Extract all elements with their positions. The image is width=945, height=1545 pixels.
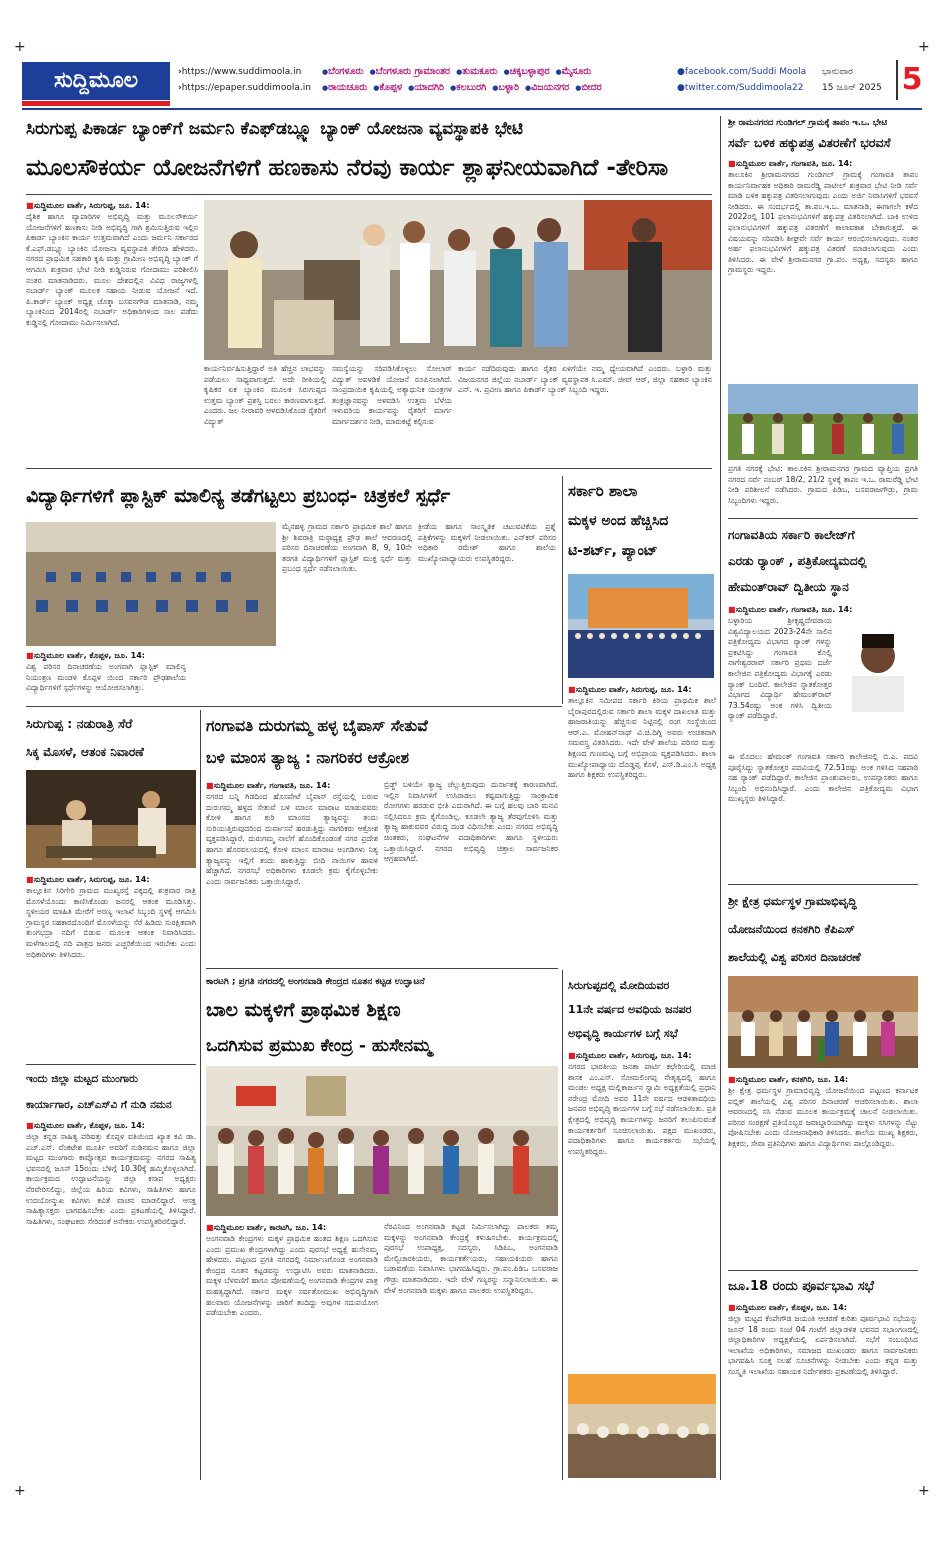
anganwadi-body-right: ನೆರವಿನಿಂದ ಅಂಗನವಾಡಿ ಕಟ್ಟಡ ನಿರ್ಮಿಸಲಾಗಿದ್ದು ಪಾಲಕರು ತಮ್ಮ ಮಕ್ಕಳನ್ನು ಅಂಗನವಾಡಿ ಕೇಂದ್ರಕ್ಕೆ ಕಳುಹಿಸಬೇಕು. ಕಾರ್ಯಕ್ರಮದಲ್ಲಿ ಪುರಸಭೆ ಉಪಾಧ್ಯಕ್ಷ, ಸದಸ್ಯರು, ಸಿಡಿಪಿಒ, ಅಂಗನವಾಡಿ ಮೇಲ್ವಿಚಾರಕಿಯರು, ಕಾರ್ಯಕರ್ತೆಯರು, ಸಹಾಯಕಿಯರು ಹಾಗೂ ಬಡಾವಣೆಯ ನಿವಾಸಿಗಳು ಭಾಗವಹಿಸಿದ್ದರು. ಗ್ರಾ.ಪಂ.ಪಿಡಿಒ ಬಸವರಾಜ ಗೌಡ್ರು ಮಾತನಾಡಿದರು. ಇದೇ ವೇಳೆ ಗಣ್ಯರನ್ನು ಸನ್ಮಾನಿಸಲಾಯಿತು. ಈ ವೇಳೆ ಅಂಗನವಾಡಿ ಮಕ್ಕಳು ಹಾಗೂ ಪಾಲಕರು ಉಪಸ್ಥಿತರಿದ್ದರು. [384, 1222, 558, 1295]
city-edition-item: ● ಕಲಬುರಗಿ [450, 82, 486, 93]
city-edition-item: ● ಬೆಂಗಳೂರು ಗ್ರಾಮಾಂತರ [370, 66, 450, 77]
twitter-link[interactable]: ● twitter.com/Suddimoola22 [677, 80, 806, 96]
anganwadi-group-photo [206, 1066, 558, 1216]
college-body-bottom: ಈ ಮೊದಲು ಹೇಮಂತ್ ಗಂಗಾವತಿ ಸರ್ಕಾರಿ ಕಾಲೇಜಿನಲ್ಲಿ ಬಿ.ಎ. ಪದವಿ ಪೂರೈಸಿದ್ದು ಸ್ನಾತಕೋತ್ತರ ಪದವಿಯಲ್ಲಿ 72.51ರಷ್ಟು ಅಂಕ ಗಳಿಸಿದ ಸಹಪಾಠಿ ಸಹ ರ್‍ಯಾಂಕ್ ಪಡೆದಿದ್ದಾರೆ. ಕಾಲೇಜಿನ ಪ್ರಾಂಶುಪಾಲರು, ಉಪನ್ಯಾಸಕರು ಹಾಗೂ ಸಿಬ್ಬಂದಿ ಅಭಿನಂದಿಸಿದ್ದಾರೆ. ಎಂದು ಕಾಲೇಜಿನ ಪತ್ರಿಕೋದ್ಯಮ ವಿಭಾಗ ಮುಖ್ಯಸ್ಥರು ತಿಳಿಸಿದ್ದಾರೆ. [728, 752, 918, 804]
epaper-link[interactable]: › https://epaper.suddimoola.in [178, 80, 311, 96]
city-edition-item: ● ಕೊಪ್ಪಳ [373, 82, 402, 93]
city-edition-item: ● ಯಾದಗಿರಿ [408, 82, 444, 93]
meeting-headline-l2: 11ನೇ ವರ್ಷದ ಅವಧಿಯ ಜನಪರ [568, 1003, 692, 1016]
masthead-rule [22, 108, 922, 110]
dharmasthala-photo [728, 976, 918, 1068]
dharmasthala-body: ಶ್ರೀ ಕ್ಷೇತ್ರ ಧರ್ಮಸ್ಥಳ ಗ್ರಾಮಾಭಿವೃದ್ಧಿ ಯೋಜನೆಯಿಂದ ಪಟ್ಟಣದ ಕರ್ನಾಟಕ ಪಬ್ಲಿಕ್ ಶಾಲೆಯಲ್ಲಿ ವಿಶ್ವ ಪರಿಸರ ದಿನಾಚರಣೆ ಆಚರಿಸಲಾಯಿತು. ಶಾಲಾ ಆವರಣದಲ್ಲಿ ಸಸಿ ನೆಡುವ ಮೂಲಕ ಕಾರ್ಯಕ್ರಮಕ್ಕೆ ಚಾಲನೆ ನೀಡಲಾಯಿತು. ಪರಿಸರ ಸಂರಕ್ಷಣೆ ಪ್ರತಿಯೊಬ್ಬರ ಜವಾಬ್ದಾರಿಯಾಗಿದ್ದು ಮಕ್ಕಳು ಸಸಿಗಳನ್ನು ನೆಟ್ಟು ಪೋಷಿಸಬೇಕು ಎಂದು ಯೋಜನಾಧಿಕಾರಿ ತಿಳಿಸಿದರು. ಶಾಲೆಯ ಮುಖ್ಯ ಶಿಕ್ಷಕರು, ಶಿಕ್ಷಕರು, ಸೇವಾ ಪ್ರತಿನಿಧಿಗಳು ಹಾಗೂ ವಿದ್ಯಾರ್ಥಿಗಳು ಪಾಲ್ಗೊಂಡಿದ್ದರು. [728, 1086, 918, 1148]
essay-story-byline: ■ ಸುದ್ದಿಮೂಲ ವಾರ್ತೆ, ಕೊಪ್ಪಳ, ಜೂ. 14: [26, 650, 186, 661]
tshirt-story-byline: ■ ಸುದ್ದಿಮೂಲ ವಾರ್ತೆ, ಸಿರುಗುಪ್ಪ, ಜೂ. 14: [568, 684, 716, 695]
bank-visit-photo [204, 200, 712, 360]
meeting-body: ನಗರದ ಭಾರತೀಯ ಜನತಾ ಪಾರ್ಟಿ ಕಛೇರಿಯಲ್ಲಿ ಮಾಜಿ ಶಾಸಕ ಎಂ.ಎಸ್. ಸೋಮಲಿಂಗಪ್ಪ ನೇತೃತ್ವದಲ್ಲಿ ಹಾಗೂ ಮಂಡಲ ಅಧ್ಯಕ್ಷ ಮಲ್ಲಿಕಾರ್ಜುನ ಸ್ವಾಮಿ ಅಧ್ಯಕ್ಷತೆಯಲ್ಲಿ ಪ್ರಧಾನಿ ನರೇಂದ್ರ ಮೋದಿ ಅವರ 11ನೇ ವರ್ಷದ ಆಡಳಿತಾವಧಿಯ ಜನಪರ ಅಭಿವೃದ್ಧಿ ಕಾರ್ಯಗಳ ಬಗ್ಗೆ ಸಭೆ ನಡೆಸಲಾಯಿತು. ಪ್ರತಿ ಕ್ಷೇತ್ರದಲ್ಲಿ ಅಭಿವೃದ್ಧಿ ಕಾರ್ಯಗಳನ್ನು ಜನರಿಗೆ ತಲುಪಿಸುವಂತೆ ಕಾರ್ಯಕರ್ತರಿಗೆ ಸೂಚಿಸಲಾಯಿತು. ಪಕ್ಷದ ಮುಖಂಡರು, ಪದಾಧಿಕಾರಿಗಳು ಹಾಗೂ ಕಾರ್ಯಕರ್ತರು ಸಭೆಯಲ್ಲಿ ಉಪಸ್ಥಿತರಿದ್ದರು. [568, 1062, 716, 1156]
district-story-body: ಜಿಲ್ಲಾ ಕನ್ನಡ ಸಾಹಿತ್ಯ ಪರಿಷತ್ತು ಕೊಪ್ಪಳ ವತಿಯಿಂದ ಖ್ಯಾತ ಕವಿ ಡಾ. ಎಚ್.ಎಸ್. ವೆಂಕಟೇಶ ಮೂರ್ತಿ ಅವರಿಗೆ ನುಡಿನಮನ ಹಾಗೂ ಜಿಲ್ಲಾ ಮಟ್ಟದ ಮುಂಗಾರು ಕಾವ್ಯೋತ್ಸವ ಕಾರ್ಯಕ್ರಮವನ್ನು ನಗರದ ಸಾಹಿತ್ಯ ಭವನದಲ್ಲಿ ಜೂನ್ 15ರಂದು ಬೆಳಿಗ್ಗೆ 10.30ಕ್ಕೆ ಹಮ್ಮಿಕೊಳ್ಳಲಾಗಿದೆ. ಕಾರ್ಯಕ್ರಮದ ಉದ್ಘಾಟನೆಯನ್ನು ಜಿಲ್ಲಾ ಕಸಾಪ ಅಧ್ಯಕ್ಷರು ನೆರವೇರಿಸಲಿದ್ದು, ಜಿಲ್ಲೆಯ ಹಿರಿಯ ಕವಿಗಳು, ಸಾಹಿತಿಗಳು ಹಾಗೂ ಉದಯೋನ್ಮುಖ ಕವಿಗಳು ಕವಿತೆ ವಾಚನ ಮಾಡಲಿದ್ದಾರೆ. ಆಸಕ್ತ ಸಾಹಿತ್ಯಾಸಕ್ತರು ಭಾಗವಹಿಸಬೇಕು ಎಂದು ಪ್ರಕಟಣೆಯಲ್ಲಿ ತಿಳಿಸಿದ್ದಾರೆ. ಸಾಹಿತಿಗಳು, ಸಂಘಟಕರು ಸೇರಿದಂತೆ ಅನೇಕರು ಉಪಸ್ಥಿತರಿರಲಿದ್ದಾರೆ. [26, 1132, 196, 1226]
city-editions-row-1 [322, 64, 682, 80]
essay-story-photo [26, 522, 276, 646]
masthead [22, 62, 922, 110]
meeting-headline-l1: ಸಿರುಗುಪ್ಪದಲ್ಲಿ ಮೋದಿಯವರ [568, 979, 670, 992]
bypass-story-byline: ■ ಸುದ್ದಿಮೂಲ ವಾರ್ತೆ, ಗಂಗಾವತಿ, ಜೂ. 14: [206, 780, 378, 791]
meeting-byline: ■ ಸುದ್ದಿಮೂಲ ವಾರ್ತೆ, ಸಿರುಗುಪ್ಪ, ಜೂ. 14: [568, 1050, 716, 1061]
issue-date [822, 64, 882, 96]
logo-underline [22, 101, 170, 106]
dharmasthala-headline-l1: ಶ್ರೀ ಕ್ಷೇತ್ರ ಧರ್ಮಸ್ಥಳ ಗ್ರಾಮಾಭಿವೃದ್ಧಿ [728, 894, 857, 908]
dharmasthala-byline: ■ ಸುದ್ದಿಮೂಲ ವಾರ್ತೆ, ಕನಕಗಿರಿ, ಜೂ. 14: [728, 1074, 918, 1085]
school-children-photo [568, 574, 714, 678]
anganwadi-headline-l2: ಒದಗಿಸುವ ಪ್ರಮುಖ ಕೇಂದ್ರ - ಹುಸೇನಮ್ಮ [206, 1036, 432, 1056]
main-story-byline: ■ ಸುದ್ದಿಮೂಲ ವಾರ್ತೆ, ಸಿರುಗುಪ್ಪ, ಜೂ. 14: [26, 200, 198, 211]
night-rescue-photo [26, 770, 196, 868]
masthead-urls [178, 64, 311, 96]
survey-headline: ಸರ್ವೆ ಬಳಿಕ ಹಕ್ಕುಪತ್ರ ವಿತರಣೆಗೆ ಭರವಸೆ [728, 135, 891, 150]
main-story-col4: ಕಾರ್ಯ ನಡೆದಿರುವುದು ಹಾಗೂ ರೈತರ ಏಳಿಗೆಯೇ ನಮ್ಮ ಧ್ಯೇಯವಾಗಿದೆ ಎಂದರು. ಬಳ್ಳಾರಿ ಮತ್ತು ವಿಜಯನಗರ ಜಿಲ್ಲೆಯ ನಬಾರ್ಡ್ ಬ್ಯಾಂಕ್ ವ್ಯವಸ್ಥಾಪಕ ಸಿ.ಎಮ್. ಜೀವ್ ಆರ್, ಜಿಲ್ಲಾ ಸಹಕಾರ ಬ್ಯಾಂಕಿನ ಎನ್. ಇ. ಪ್ರವೀಣ ಹಾಗೂ ಪಿಕಾರ್ಡ್ ಬ್ಯಾಂಕ್ ಸಿಬ್ಬಂದಿ ಇದ್ದರು. [458, 364, 712, 395]
dharmasthala-prep-rule [728, 1270, 918, 1271]
meeting-photo [568, 1374, 716, 1478]
city-editions [322, 64, 682, 96]
college-headline-l2: ಎರಡು ರ್‍ಯಾಂಕ್ , ಪತ್ರಿಕೋದ್ಯಮದಲ್ಲಿ [728, 554, 867, 568]
anganwadi-photo [206, 1066, 558, 1216]
main-story-col2: ಕಾರ್ಯನಿರ್ವಹಿಸುತ್ತಿದ್ದಾರೆ ಅತಿ ಹೆಚ್ಚಿನ ಲಾಭವನ್ನು ಪಡೆಯಲು ಸಾಧ್ಯವಾಗುತ್ತದೆ. ಅದೇ ರೀತಿಯಲ್ಲಿ ಕೃಷಿಕರ ಏಕ ಬ್ಯಾಂಕಿನ ಮೂಲಕ ಸಿರುಗುಪ್ಪದ ಉತ್ತಮ ಬ್ಯಾಂಕ್ ಪ್ರಶಸ್ತಿ ಬರಲು ಕಾರಣವಾಗುತ್ತದೆ. ಎಂದರು. ಜಲ ನೀರಾವರಿ ಆಳವಡಿಸಿಕೊಂಡ ರೈತರಿಗೆ ವಿದ್ಯುತ್ [204, 364, 326, 426]
survey-caption: ಪ್ರಗತಿ ನಗರಕ್ಕೆ ಭೇಟಿ: ತಾಲೂಕಿನ ಶ್ರೀರಾಮನಗರ ಗ್ರಾಮದ ವ್ಯಾಪ್ತಿಯ ಪ್ರಗತಿ ನಗರದ ಸರ್ವೆ ನಂಬರ್ 18/2, 21/2 ಸ್ಥಳಕ್ಕೆ ತಾಪಂ ಇ.ಒ. ರಾಮರೆಡ್ಡಿ ಭೇಟಿ ನೀಡಿ ಪರಿಶೀಲನೆ ನಡೆಸಿದರು. ಗ್ರಾಮದ ಪಿಡಿಒ, ಬಸವರಾಜಗೌಡ್ರು, ಗ್ರಾಮ ಸಿಬ್ಬಂದಿಗಳು ಇದ್ದರು. [728, 464, 918, 505]
night-story-headline-l1: ಸಿರುಗುಪ್ಪ : ನಡುರಾತ್ರಿ ಸೆರೆ [26, 716, 133, 731]
social-links [677, 64, 806, 96]
site-inspection-photo [728, 384, 918, 460]
survey-college-rule [728, 518, 918, 519]
college-headline-l3: ಹೇಮಂತ್‌ರಾವ್ ದ್ವಿತೀಯ ಸ್ಥಾನ [728, 580, 849, 594]
night-story-headline-l2: ಸಿಕ್ಕ ಮೊಸಳೆ, ಆತಂಕ ನಿವಾರಣೆ [26, 745, 144, 759]
main-story-body-left: ದೈಶಿಕ ಹಾಗೂ ವ್ಯಾಪಾರಿಗಳ ಅಭಿವೃದ್ಧಿ ಮತ್ತು ಮೂಲಸೌಕರ್ಯ ಯೋಜನೆಗಳಿಗೆ ಹಣಕಾಸು ನೀಡಿ ಅಭಿವೃದ್ಧಿ ಗಾಗಿ ಶ್ರಮಿಸುತ್ತಿರುವ ಇಲ್ಲಿನ ಪಿಕಾರ್ಡ ಬ್ಯಾಂಕಿನ ಕಾರ್ಯ ಉತ್ತಮವಾಗಿದೆ ಎಂದು ಜರ್ಮನಿ ಸರ್ಕಾರದ ಕೆ.ಎಫ್.ಡಬ್ಲ್ಯೂ ಬ್ಯಾಂಕಿನ ಯೋಜನಾ ವ್ಯವಸ್ಥಾಪಕಿ ತೇರಿಸಾ ಹೇಳಿದರು. ನಗರದ ಪ್ರಾಥಮಿಕ ಸಹಕಾರಿ ಕೃಷಿ ಮತ್ತು ಗ್ರಾಮೀಣ ಅಭಿವೃದ್ಧಿ ಬ್ಯಾಂಕ್ ಗೆ ಆಗಮಿಸಿ ಶುಕ್ರವಾರ ಭೇಟಿ ನೀಡಿ ಕುಡ್ಡಿನಿರುವ ಗೋದಾಮು ಪರಿಶೀಲಿಸಿ ನಂತರ ಮಾತನಾಡಿದರು. ಮೂಲ ದೇಶದಲ್ಲಿನ ವಿವಿಧ ರಾಜ್ಯಗಳಲ್ಲಿ ನಬಾರ್ಡ್ ಬ್ಯಾಂಕ್ ಮೂಲಕ ಸಹಾಯ ನೀಡುವ ಯೋಜನೆ ಇದೆ. ಪಿ.ಕಾರ್ಡ್ ಬ್ಯಾಂಕ್ ಅಧ್ಯಕ್ಷ ಚೊಕ್ಕಾ ಬಸವನಗೌಡ ಮಾತನಾಡಿ, ನಮ್ಮ ಬ್ಯಾಂಕಿನಿಂದ 2014ರಲ್ಲಿ ನಬಾರ್ಡ್ ಅಧಿಕಾರಿಗಳಿಂದ ಸಾಲ ಪಡೆದು ಕುಡ್ಡಿನಲ್ಲಿ ಗೋದಾಮು ನಿರ್ಮಿಸಲಾಗಿದೆ. [26, 212, 198, 327]
college-student-photo [838, 624, 918, 712]
survey-body: ತಾಲೂಕಿನ ಶ್ರೀರಾಮನಗರದ ಗುಂಡಿಗಲ್ ಗ್ರಾಮಕ್ಕೆ ಗಂಗಾವತಿ ತಾಪಂ ಕಾರ್ಯನಿರ್ವಾಹಕ ಅಧಿಕಾರಿ ರಾಮರೆಡ್ಡಿ ಪಾಟೀಲ್ ಶುಕ್ರವಾರ ಭೇಟಿ ನೀಡಿ ಸರ್ವೆ ಮಾಡಿ ಬಳಿಕ ಹಕ್ಕುಪತ್ರ ವಿತರಿಸಲಾಗುವುದು ಎಂದು ಅರ್ಜಿ ನಿವಾಸಿಗಳಿಗೆ ಭರವಸೆ ನೀಡಿದರು. ಈ ಸಂದರ್ಭದಲ್ಲಿ ತಾ.ಪಂ.ಇ.ಒ. ಮಾತನಾಡಿ, ಈಗಾಗಲೇ ಕಳೆದ 2022ರಲ್ಲಿ 101 ಫಲಾನುಭವಿಗಳಿಗೆ ಹಕ್ಕುಪತ್ರ ವಿತರಿಸಲಾಗಿದೆ. ಬಾಕಿ ಉಳಿದ ಫಲಾನುಭವಿಗಳಿಗೆ ಹಕ್ಕುಪತ್ರ ವಿತರಣೆಗೆ ಕಾಲಾವಕಾಶ ಬೇಕಾಗುತ್ತದೆ. ಈ ವಿಷಯವನ್ನು ಸರಿಪಡಿಸಿ ಶೀಘ್ರವೇ ಸರ್ವೆ ಕಾರ್ಯ ಆರಂಭಿಸಲಾಗುವುದು. ನಂತರ ಅರ್ಹ ಫಲಾನುಭವಿಗಳಿಗೆ ಹಕ್ಕುಪತ್ರ ವಿತರಣೆ ಮಾಡಲಾಗುವುದು ಎಂದು ತಿಳಿಸಿದರು. ಈ ವೇಳೆ ಶ್ರೀರಾಮನಗರ ಗ್ರಾ.ಪಂ. ಅಧ್ಯಕ್ಷ, ಸದಸ್ಯರು ಹಾಗೂ ಗ್ರಾಮಸ್ಥರು ಇದ್ದರು. [728, 170, 918, 275]
main-story-bottom-rule [26, 468, 712, 469]
prep-headline: ಜೂ.18 ರಂದು ಪೂರ್ವಭಾವಿ ಸಭೆ [728, 1279, 875, 1294]
tree-planting-photo [728, 976, 918, 1068]
dharmasthala-headline-l3: ಶಾಲೆಯಲ್ಲಿ ವಿಶ್ವ ಪರಿಸರ ದಿನಾಚರಣೆ [728, 950, 861, 964]
survey-byline: ■ ಸುದ್ದಿಮೂಲ ವಾರ್ತೆ, ಗಂಗಾವತಿ, ಜೂ. 14: [728, 158, 918, 169]
city-edition-item: ● ತುಮಕೂರು [456, 66, 498, 77]
anganwadi-headline-l1: ಬಾಲ ಮಕ್ಕಳಿಗೆ ಪ್ರಾಥಮಿಕ ಶಿಕ್ಷಣ [206, 999, 401, 1021]
issue-date-text: 15 ಜೂನ್ 2025 [822, 83, 882, 93]
newspaper-logo: ಸುದ್ದಿಮೂಲ [22, 62, 170, 100]
mid-rule [26, 706, 562, 707]
tshirt-headline-l1: ಸರ್ಕಾರಿ ಶಾಲಾ [568, 482, 638, 500]
survey-photo [728, 384, 918, 460]
crop-mark-top-left: + [14, 39, 26, 55]
party-meeting-photo [568, 1374, 716, 1478]
bypass-story-body-right: ಬ್ರಿಡ್ಜ್ ಬಳಿಯೇ ತ್ಯಾಜ್ಯ ಚೆಲ್ಲುತ್ತಿರುವುದು ದುರ್ನಾತಕ್ಕೆ ಕಾರಣವಾಗಿದೆ. ಇಲ್ಲಿನ ನಿವಾಸಿಗಳಿಗೆ ಉಸಿರಾಡಲು ಕಷ್ಟವಾಗುತ್ತಿದ್ದು ಸಾಂಕ್ರಾಮಿಕ ರೋಗಗಳು ಹರಡುವ ಭೀತಿ ಎದುರಾಗಿದೆ. ಈ ಬಗ್ಗೆ ಹಲವು ಬಾರಿ ಮನವಿ ಸಲ್ಲಿಸಿದರೂ ಕ್ರಮ ಕೈಗೊಂಡಿಲ್ಲ. ಕೂಡಲೇ ತ್ಯಾಜ್ಯ ತೆರವುಗೊಳಿಸಿ ಮತ್ತು ತ್ಯಾಜ್ಯ ಹಾಕುವವರ ವಿರುದ್ಧ ದಂಡ ವಿಧಿಸಬೇಕು ಎಂದು ನಗರದ ಅಭಿವೃದ್ಧಿ ಚಿಂತಕರು, ಸಂಘಟನೆಗಳ ಪದಾಧಿಕಾರಿಗಳು ಹಾಗೂ ಸ್ಥಳೀಯರು ಒತ್ತಾಯಿಸಿದ್ದಾರೆ. ನಗರದ ಅಭಿವೃದ್ಧಿ ಚಿತ್ತಾಲ ಸಾರ್ವಜನಿಕರ ಆಗ್ರಹವಾಗಿದೆ. [384, 780, 558, 864]
center-right-divider [562, 970, 563, 1480]
tshirt-story-body: ತಾಲ್ಲೂಕಿನ ಸಮೀಪದ ಸರ್ಕಾರಿ ಕಿರಿಯ ಪ್ರಾಥಮಿಕ ಶಾಲೆ ಬೈರಾಪುರದಲ್ಲಿರುವ ಸರ್ಕಾರಿ ಶಾಲಾ ಮಕ್ಕಳ ದಾಖಲಾತಿ ಮತ್ತು ಹಾಜರಾತಿಯನ್ನು ಹೆಚ್ಚಿಸುವ ನಿಟ್ಟಿನಲ್ಲಿ ರಂಗ ಸಂಸ್ಥೆಯಿಂದ ಆರ್.ಎ. ಮೋಹನ್‌ನಾಥ್ ವಿ.ಚಿ.ದಿಗ್ನಿ ಅವರು ಉಚಿತವಾಗಿ ಸಮವಸ್ತ್ರ ವಿತರಿಸಿದರು. ಇದೇ ವೇಳೆ ಶಾಲೆಯ ಪರಿಸರ ಮತ್ತು ಶಿಕ್ಷಣದ ಗುಣಮಟ್ಟ ಬಗ್ಗೆ ಅಭಿಪ್ರಾಯ ವ್ಯಕ್ತಪಡಿಸಿದರು. ಶಾಲಾ ಮುಖ್ಯೋಪಾಧ್ಯಾಯ ದೊಡ್ಡಪ್ಪ ಕೊಳೆ, ಎಸ್.ಡಿ.ಎಂ.ಸಿ ಅಧ್ಯಕ್ಷ ಹಾಗೂ ಶಿಕ್ಷಕರು ಉಪಸ್ಥಿತರಿದ್ದರು. [568, 696, 716, 780]
dharmasthala-headline-l2: ಯೋಜನೆಯಿಂದ ಕನಕಗಿರಿ ಕೆಪಿಎಸ್ [728, 922, 855, 936]
survey-kicker: ಶ್ರೀ ರಾಮನಗರದ ಗುಂಡಿಗಲ್ ಗ್ರಾಮಕ್ಕೆ ತಾಪಂ ಇ.ಒ. ಭೇಟಿ [728, 118, 887, 128]
college-dharmasthala-rule [728, 884, 918, 885]
main-story-col3: ಸಮಸ್ಯೆಯನ್ನು ಸರಿಪಡಿಸಿಕೊಳ್ಳಲು ಸೋಲಾರ್ ವಿದ್ಯುತ್ ಅವಳಡಿಕೆ ಯೋಜನೆ ರೂಪಿಸಲಾಗಿದೆ. ಸಾಂಪ್ರದಾಯಿಕ ಕೃಷಿಯಲ್ಲಿ ಅತ್ಯಾಧುನಿಕ ಯಂತ್ರಗಳ ತಂತ್ರಜ್ಞಾನವನ್ನು ಅಳವಡಿಸಿ ಉತ್ತಮ ಬೆಳೆಯ ಇಳುವರಿಯ ಕಾರ್ಯವನ್ನು ರೈತರಿಗೆ ಮಾರ್ಗ ಮಾರ್ಗದರ್ಶನ ನೀಡಿ, ಮಾರುಕಟ್ಟೆ ಕಲ್ಪಿಸುವ [332, 364, 452, 426]
facebook-link[interactable]: ● facebook.com/Suddi Moola [677, 64, 806, 80]
essay-story-body2: ಮೈನಹಳ್ಳಿ ಗ್ರಾಮದ ಸರ್ಕಾರಿ ಪ್ರಾಥಮಿಕ ಶಾಲೆ ಹಾಗೂ ಶ್ರೀ ಶಿವರಾತ್ರಿ ಮಠ್ಠಾಧ್ಯಕ್ಷ ಪ್ರೌಢ ಶಾಲೆ ಆವರಣದಲ್ಲಿ ಪರಿಸರ ದಿನಾಚರಣೆಯ ಅಂಗವಾಗಿ 8, 9, 10ನೇ ತರಗತಿ ವಿದ್ಯಾರ್ಥಿಗಳಿಗೆ ಪ್ಲಾಸ್ಟಿಕ್ ಮುಕ್ತ ಸ್ಪರ್ಧೆ ಮತ್ತು ಪ್ರಬಂಧ ಸ್ಪರ್ಧೆ ನಡೆಸಲಾಯಿತು. [282, 522, 412, 574]
prep-body: ಜಿಲ್ಲಾ ಮಟ್ಟದ ಕೆಂಪೇಗೌಡ ಜಯಂತಿ ಆಚರಣೆ ಕುರಿತು ಪೂರ್ವಭಾವಿ ಸಭೆಯನ್ನು ಜೂನ್ 18 ರಂದು ಸಂಜೆ 04 ಗಂಟೆಗೆ ಜಿಲ್ಲಾಡಳಿತ ಭವನದ ಸಭಾಂಗಣದಲ್ಲಿ ಜಿಲ್ಲಾಧಿಕಾರಿಗಳ ಅಧ್ಯಕ್ಷತೆಯಲ್ಲಿ ಏರ್ಪಡಿಸಲಾಗಿದೆ. ಸಭೆಗೆ ಸಂಬಂಧಿಸಿದ ಇಲಾಖೆಯ ಅಧಿಕಾರಿಗಳು, ಸಮಾಜದ ಮುಖಂಡರು ಹಾಗೂ ಸಾರ್ವಜನಿಕರು ಭಾಗವಹಿಸಿ ಸೂಕ್ತ ಸಲಹೆ ಸೂಚನೆಗಳನ್ನು ನೀಡಬೇಕು ಎಂದು ಕನ್ನಡ ಮತ್ತು ಸಂಸ್ಕೃತಿ ಇಲಾಖೆಯ ಸಹಾಯಕ ನಿರ್ದೇಶಕರು ಪ್ರಕಟಣೆಯಲ್ಲಿ ತಿಳಿಸಿದ್ದಾರೆ. [728, 1314, 918, 1376]
left-col-divider [200, 710, 201, 1480]
anganwadi-kicker: ಕಾರಟಗಿ ; ಪ್ರಗತಿ ನಗರದಲ್ಲಿ ಅಂಗನವಾಡಿ ಕೇಂದ್ರದ ನೂತನ ಕಟ್ಟಡ ಉದ್ಘಾಟನೆ [206, 977, 425, 987]
night-story-photo [26, 770, 196, 868]
city-edition-item: ● ವಿಜಯನಗರ [525, 82, 569, 93]
city-editions-row-2 [322, 80, 682, 96]
crop-mark-top-right: + [918, 39, 930, 55]
city-edition-item: ● ಮೈಸೂರು [556, 66, 592, 77]
page-number: 5 [896, 60, 926, 100]
students-writing-photo [26, 522, 276, 646]
meeting-headline-l3: ಅಭಿವೃದ್ಧಿ ಕಾರ್ಯಗಳ ಬಗ್ಗೆ ಸಭೆ [568, 1027, 678, 1040]
tshirt-headline-l2: ಮಕ್ಕಳ ಅಂದ ಹೆಚ್ಚಿಸಿದ [568, 513, 669, 529]
bypass-headline-l1: ಗಂಗಾವತಿ ದುರುಗಮ್ಮ ಹಳ್ಳ ಬೈಪಾಸ್ ಸೇತುವೆ [206, 717, 428, 735]
website-link[interactable]: › https://www.suddimoola.in [178, 64, 311, 80]
city-edition-item: ● ಬೆಂಗಳೂರು [322, 66, 364, 77]
city-edition-item: ● ರಾಯಚೂರು [322, 82, 367, 93]
bypass-story-body-left: ನಗರದ ಬನ್ನಿ ಗಿಡದಿಂದ ಹೊಸಪೇಟೆ ಬೈಪಾಸ್ ರಸ್ತೆಯಲ್ಲಿ ಬರುವ ದುರುಗಮ್ಮ ಹಳ್ಳದ ಸೇತುವೆ ಬಳಿ ಮಾಂಸ ಮಾರಾಟ ಮಾಡುವವರು ಕೋಳಿ ಹಾಗೂ ಕುರಿ ಮಾಂಸದ ತ್ಯಾಜ್ಯವನ್ನು ತಂದು ಸುರಿಯುತ್ತಿರುವುದರಿಂದ ದುರ್ವಾಸನೆ ಹರಡುತ್ತಿದ್ದು ನಾಗರಿಕರು ಆಕ್ರೋಶ ವ್ಯಕ್ತಪಡಿಸಿದ್ದಾರೆ. ದುರುಗಮ್ಮ ನಾಲೆಗೆ ಹೊಂದಿಕೊಂಡಂತೆ ನಗರ ಪ್ರದೇಶ ಹಾಗೂ ಹೊರವಲಯದಲ್ಲಿ ಕೋಳಿ ಮಾಂಸ ಮಾರಾಟ ಅಂಗಡಿಗಳು ನಿತ್ಯ ತ್ಯಾಜ್ಯವನ್ನು ಇಲ್ಲಿಗೆ ತಂದು ಹಾಕುತ್ತಿದ್ದು ಬೀದಿ ನಾಯಿಗಳ ಹಾವಳಿ ಹೆಚ್ಚಾಗಿದೆ. ನಗರಸಭೆ ಅಧಿಕಾರಿಗಳು ಕೂಡಲೇ ಕ್ರಮ ಕೈಗೊಳ್ಳಬೇಕು ಎಂದು ಸಾರ್ವಜನಿಕರು ಒತ್ತಾಯಿಸಿದ್ದಾರೆ. [206, 792, 378, 886]
night-district-rule [26, 1064, 196, 1065]
district-story-byline: ■ ಸುದ್ದಿಮೂಲ ವಾರ್ತೆ, ಕೊಪ್ಪಳ, ಜೂ. 14: [26, 1120, 196, 1131]
college-headline-l1: ಗಂಗಾವತಿಯ ಸರ್ಕಾರಿ ಕಾಲೇಜ್‌ಗೆ [728, 528, 855, 542]
essay-story-headline: ವಿದ್ಯಾರ್ಥಿಗಳಿಗೆ ಪ್ಲಾಸ್ಟಿಕ್ ಮಾಲಿನ್ಯ ತಡೆಗಟ್ಟಲು ಪ್ರಬಂಧ- ಚಿತ್ರಕಲೆ ಸ್ಪರ್ಧೆ [26, 485, 451, 507]
prep-byline: ■ ಸುದ್ದಿಮೂಲ ವಾರ್ತೆ, ಕೊಪ್ಪಳ, ಜೂ. 14: [728, 1302, 918, 1313]
essay-tshirt-divider [562, 476, 563, 704]
tshirt-headline-l3: ಟಿ-ಶರ್ಟ್, ಪ್ಯಾಂಟ್ [568, 543, 658, 559]
issue-day: ಭಾನುವಾರ [822, 67, 853, 77]
main-story-rule [26, 194, 712, 195]
anganwadi-body-left: ಅಂಗನವಾಡಿ ಕೇಂದ್ರಗಳು ಮಕ್ಕಳ ಪ್ರಾಥಮಿಕ ಹಂತದ ಶಿಕ್ಷಣ ಒದಗಿಸುವ ಎಂದು ಪ್ರಮುಖ ಕೇಂದ್ರಗಳಾಗಿದ್ದು ಎಂದು ಪುರಸಭೆ ಅಧ್ಯಕ್ಷೆ ಹುಸೇನಮ್ಮ ಹೇಳಿದರು. ಪಟ್ಟಣದ ಪ್ರಗತಿ ನಗರದಲ್ಲಿ ನಿರ್ಮಾಣಗೊಂಡ ಅಂಗನವಾಡಿ ಕೇಂದ್ರದ ನೂತನ ಕಟ್ಟಡವನ್ನು ಉದ್ಘಾಟಿಸಿ ಅವರು ಮಾತನಾಡಿದರು. ಮಕ್ಕಳ ಬೆಳವಣಿಗೆ ಹಾಗೂ ಪೋಷಣೆಯಲ್ಲಿ ಅಂಗನವಾಡಿ ಕೇಂದ್ರಗಳ ಪಾತ್ರ ಮಹತ್ವದ್ದಾಗಿದೆ. ಸರ್ಕಾರ ಮಕ್ಕಳ ಸರ್ವತೋಮುಖ ಅಭಿವೃದ್ಧಿಗಾಗಿ ಹಲವಾರು ಯೋಜನೆಗಳನ್ನು ಜಾರಿಗೆ ತಂದಿದ್ದು ಅವುಗಳ ಸದುಪಯೋಗ ಪಡೆಯಬೇಕು ಎಂದರು. [206, 1234, 378, 1318]
district-headline-l2: ಕಾರ್ಯಾಗಾರ, ಎಚ್‌ಎಸ್‌ವಿ ಗೆ ನುಡಿ ನಮನ [26, 1099, 172, 1111]
main-story-photo [204, 200, 712, 360]
anganwadi-byline: ■ ಸುದ್ದಿಮೂಲ ವಾರ್ತೆ, ಕಾರಟಗಿ, ಜೂ. 14: [206, 1222, 378, 1233]
crop-mark-bottom-right: + [918, 1483, 930, 1499]
night-story-body: ತಾಲ್ಲೂಕಿನ ಸಿರಿಗೇರಿ ಗ್ರಾಮದ ಮುಖ್ಯರಸ್ತೆ ಪಕ್ಕದಲ್ಲಿ ಶುಕ್ರವಾರ ರಾತ್ರಿ ಮೊಸಳೆಯೊಂದು ಕಾಣಿಸಿಕೊಂಡು ಜನರಲ್ಲಿ ಆತಂಕ ಮೂಡಿಸಿತ್ತು. ಸ್ಥಳೀಯರ ಮಾಹಿತಿ ಮೇರೆಗೆ ಅರಣ್ಯ ಇಲಾಖೆ ಸಿಬ್ಬಂದಿ ಸ್ಥಳಕ್ಕೆ ಆಗಮಿಸಿ ಗ್ರಾಮಸ್ಥರ ಸಹಕಾರದೊಂದಿಗೆ ಮೊಸಳೆಯನ್ನು ಸೆರೆ ಹಿಡಿದು ಸುರಕ್ಷಿತವಾಗಿ ತುಂಗಭದ್ರಾ ನದಿಗೆ ಬಿಡುವ ಮೂಲಕ ಆತಂಕ ನಿವಾರಿಸಿದರು. ಮಳೆಗಾಲದಲ್ಲಿ ನದಿ ಪಾತ್ರದ ಜನರು ಎಚ್ಚರಿಕೆಯಿಂದ ಇರಬೇಕು ಎಂದು ಅಧಿಕಾರಿಗಳು ತಿಳಿಸಿದರು. [26, 886, 196, 959]
district-headline-l1: ಇಂದು ಜಿಲ್ಲಾ ಮಟ್ಟದ ಮುಂಗಾರು [26, 1073, 139, 1085]
essay-story-body1: ವಿಶ್ವ ಪರಿಸರ ದಿನಾಚರಣೆಯ ಅಂಗವಾಗಿ ಪ್ಲಾಸ್ಟಿಕ್ ಮಾಲಿನ್ಯ ನಿಯಂತ್ರಣ ಮಂಡಳಿ ಕೊಪ್ಪಳ ಯಿಂದ ಸರ್ಕಾರಿ ಪ್ರೌಢಶಾಲೆಯ ವಿದ್ಯಾರ್ಥಿಗಳಿಗೆ ಸ್ಪರ್ಧೆಗಳನ್ನು ಆಯೋಜಿಸಲಾಗಿತ್ತು. [26, 662, 186, 693]
city-edition-item: ● ಬೀದರ [575, 82, 601, 93]
essay-story-body3: ಕ್ರೀಡೆಯ ಹಾಗೂ ಸಾಂಸ್ಕೃತಿಕ ಚಟುವಟಿಕೆಯ ಪ್ರಶ್ನೆ ಪತ್ರಿಕೆಗಳನ್ನು ಮಕ್ಕಳಿಗೆ ನೀಡಲಾಯಿತು. ಎನ್‌ಕರ್ ಪರಿಸರ ಅಧಿಕಾರಿ ರಮೇಶ್ ಹಾಗೂ ಶಾಲೆಯ ಮುಖ್ಯೋಪಾಧ್ಯಾಯರು ಉಪಸ್ಥಿತರಿದ್ದರು. [418, 522, 556, 563]
bypass-anganwadi-rule [206, 968, 558, 969]
student-portrait [838, 624, 918, 712]
crop-mark-bottom-left: + [14, 1483, 26, 1499]
city-edition-item: ● ಬಳ್ಳಾರಿ [492, 82, 519, 93]
tshirt-story-photo [568, 574, 714, 678]
college-body-top: ಬಳ್ಳಾರಿಯ ಶ್ರೀಕೃಷ್ಣದೇವರಾಯ ವಿಶ್ವವಿದ್ಯಾಲಯದ 2023-24ನೇ ಸಾಲಿನ ಪತ್ರಿಕೋದ್ಯಮ ವಿಭಾಗದ ರ್‍ಯಾಂಕ್ ಗಳನ್ನು ಪ್ರಕಟಿಸಿದ್ದು ಗಂಗಾವತಿ ಕೊಲ್ಲಿ ನಾಗೇಶ್ವರರಾವ್ ಸರ್ಕಾರಿ ಪ್ರಥಮ ದರ್ಜೆ ಕಾಲೇಜಿನ ಪತ್ರಿಕೋದ್ಯಮ ವಿಭಾಗಕ್ಕೆ ಎರಡು ರ್‍ಯಾಂಕ್ ಬಂದಿವೆ. ಕಾಲೇಜಿನ ಸ್ನಾತಕೋತ್ತರ ವಿಭಾಗದ ವಿದ್ಯಾರ್ಥಿ ಹೇಮಂತ್‌ರಾವ್ 73.54ರಷ್ಟು ಅಂಕ ಗಳಿಸಿ ದ್ವಿತೀಯ ರ್‍ಯಾಂಕ್ ಪಡೆದಿದ್ದಾರೆ. [728, 616, 832, 721]
right-column-divider [720, 116, 721, 1480]
bypass-headline-l2: ಬಳಿ ಮಾಂಸ ತ್ಯಾಜ್ಯ : ನಾಗರಿಕರ ಆಕ್ರೋಶ [206, 749, 409, 767]
night-story-byline: ■ ಸುದ್ದಿಮೂಲ ವಾರ್ತೆ, ಸಿರುಗುಪ್ಪ, ಜೂ. 14: [26, 874, 196, 885]
city-edition-item: ● ಚಿಕ್ಕಬಳ್ಳಾಪುರ [504, 66, 550, 77]
main-story-headline: ಮೂಲಸೌಕರ್ಯ ಯೋಜನೆಗಳಿಗೆ ಹಣಕಾಸು ನೆರವು ಕಾರ್ಯ ಶ್ಲಾಘನೀಯವಾಗಿದೆ -ತೇರಿಸಾ [26, 155, 669, 181]
college-byline: ■ ಸುದ್ದಿಮೂಲ ವಾರ್ತೆ, ಗಂಗಾವತಿ, ಜೂ. 14: [728, 604, 918, 615]
main-story-kicker: ಸಿರುಗುಪ್ಪ ಪಿಕಾರ್ಡ ಬ್ಯಾಂಕ್‌ಗೆ ಜರ್ಮನಿ ಕೆಎಫ್‌ಡಬ್ಲ್ಯೂ ಬ್ಯಾಂಕ್ ಯೋಜನಾ ವ್ಯವಸ್ಥಾಪಕಿ ಭೇಟಿ [26, 119, 523, 139]
